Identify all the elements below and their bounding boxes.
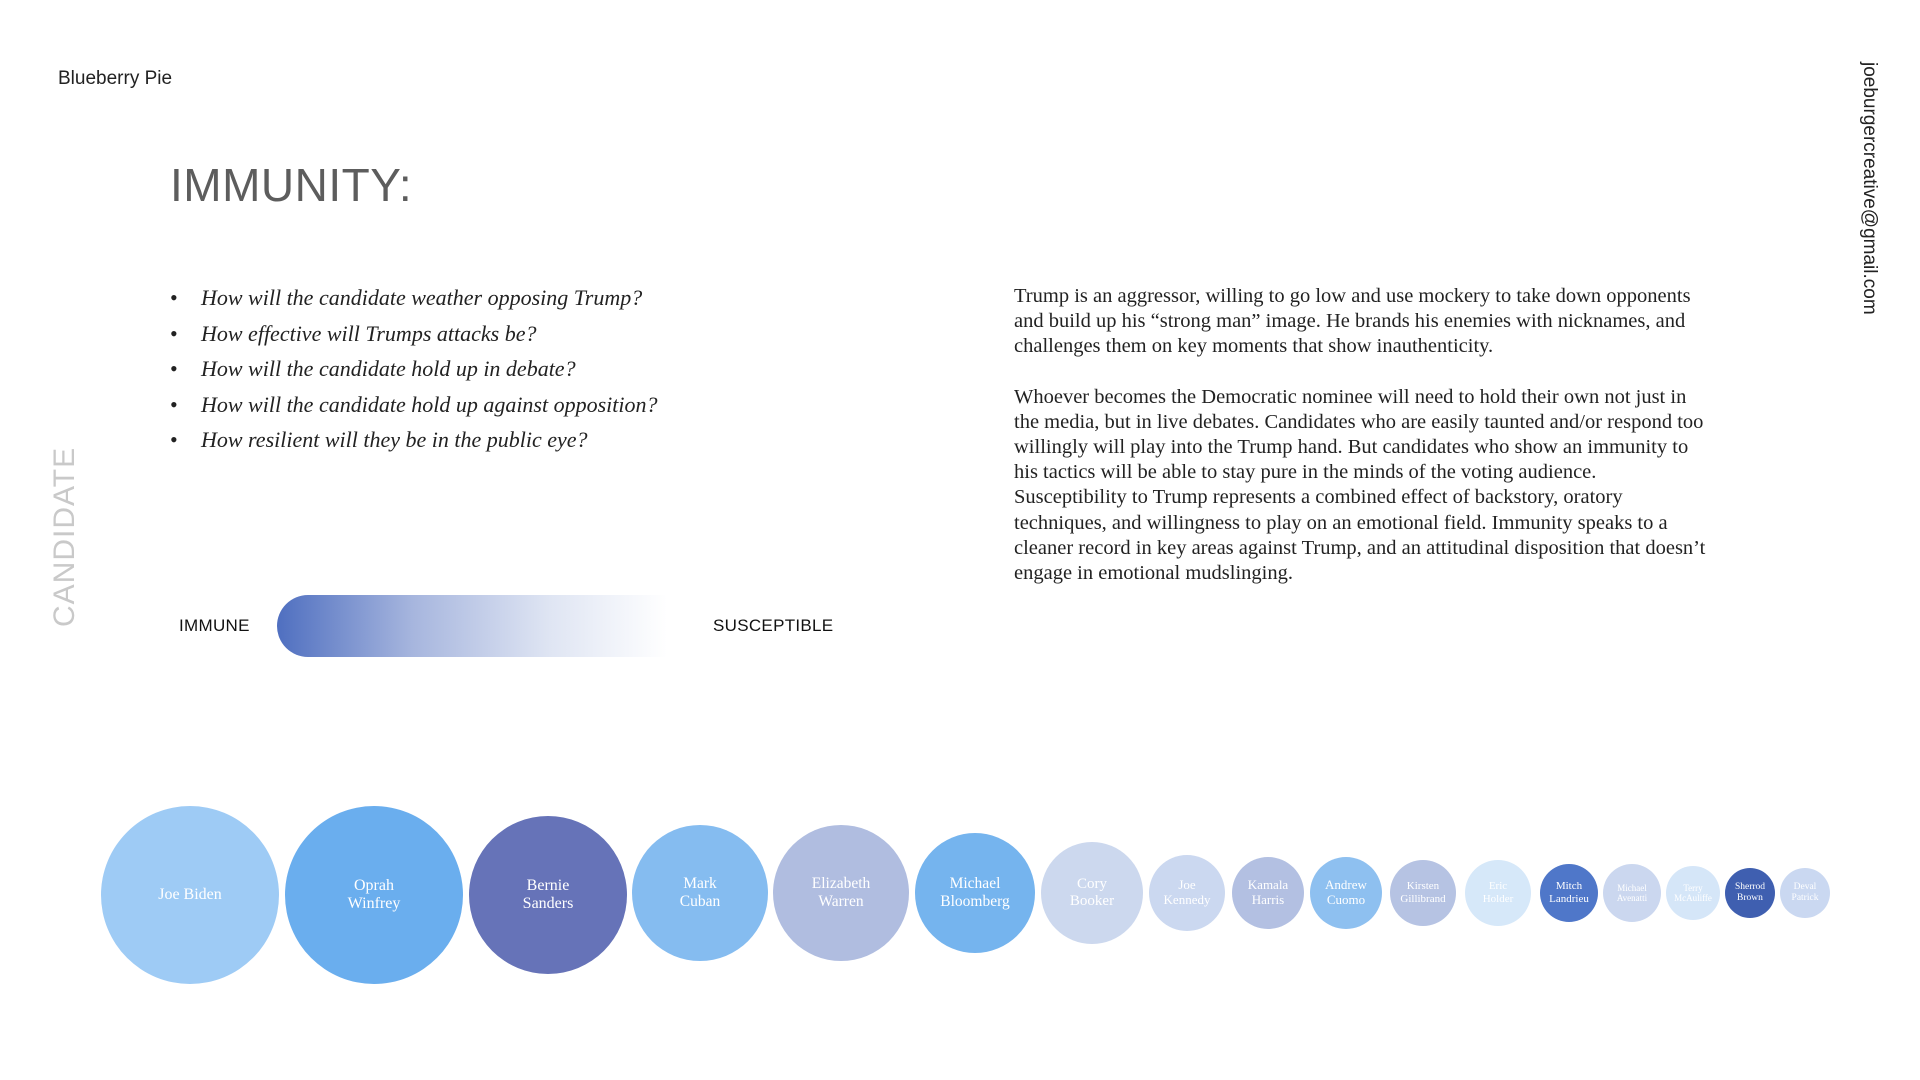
question-item: • How effective will Trumps attacks be? [170,318,658,354]
candidate-bubble: Eric Holder [1465,860,1531,926]
candidate-bubble: Deval Patrick [1780,868,1830,918]
candidate-bubble: Bernie Sanders [469,816,627,974]
contact-email: joeburgercreative@gmail.com [1859,62,1880,315]
description-paragraph: Trump is an aggressor, willing to go low and use mockery to take down opponents and build up his “strong man” image. He brands his enemies with nicknames, and challenges them on key moments that show inauthenticity. [1014,285,1691,358]
candidate-bubble: Mitch Landrieu [1540,864,1598,922]
candidate-bubble: Andrew Cuomo [1310,857,1382,929]
candidate-bubble: Cory Booker [1041,842,1143,944]
candidate-bubble: Michael Bloomberg [915,833,1035,953]
question-item: • How will the candidate hold up against opposition? [170,389,658,425]
scale-susceptible-label: SUSCEPTIBLE [713,616,834,635]
candidate-bubble: Michael Avenatti [1603,864,1661,922]
candidate-bubble: Oprah Winfrey [285,806,463,984]
candidate-bubble: Mark Cuban [632,825,768,961]
question-list [170,282,658,460]
page-title: IMMUNITY: [170,159,413,211]
description-paragraph: Whoever becomes the Democratic nominee will need to hold their own not just in the media, but in live debates. Candidates who are easily taunted and/or respond too willingly will play into the Trump hand. But candidates who show an immunity to his tactics will be able to stay pure in the minds of the voting audience. Susceptibility to Trump represents a combined effect of backstory, oratory techniques, and willingness to play on an emotional field. Immunity speaks to a cleaner record in key areas against Trump, and an attitudinal disposition that doesn’t engage in emotional mudslinging. [1014,385,1706,585]
scale-immune-label: IMMUNE [179,616,250,635]
question-item: • How will the candidate hold up in debate? [170,353,658,389]
candidate-bubble: Joe Kennedy [1149,855,1225,931]
candidate-bubble: Sherrod Brown [1725,868,1775,918]
immunity-scale-bar [277,595,667,657]
candidate-bubble: Kirsten Gillibrand [1390,860,1456,926]
candidate-bubble: Terry McAuliffe [1666,866,1720,920]
candidate-bubble: Elizabeth Warren [773,825,909,961]
question-item: • How resilient will they be in the public eye? [170,424,658,460]
section-label: CANDIDATE [48,446,81,627]
candidate-bubble: Joe Biden [101,806,279,984]
candidate-bubble: Kamala Harris [1232,857,1304,929]
question-item: • How will the candidate weather opposing Trump? [170,282,658,318]
description [1014,284,1714,611]
brand-name: Blueberry Pie [58,68,173,89]
